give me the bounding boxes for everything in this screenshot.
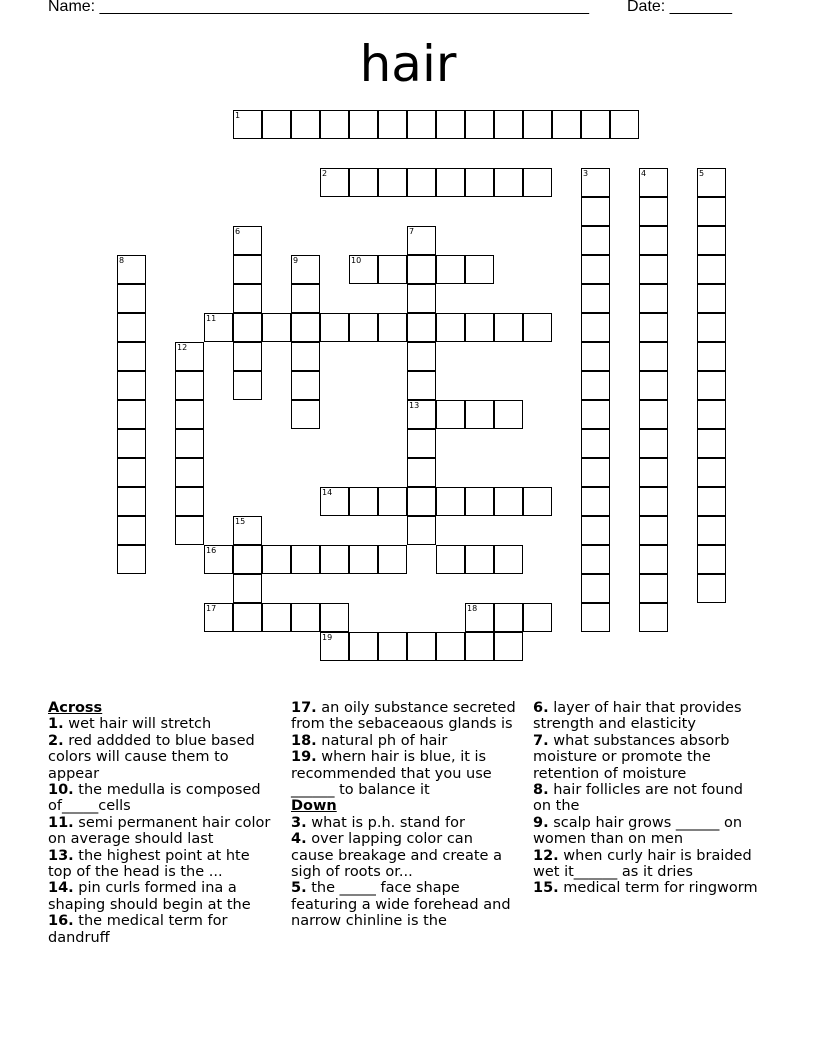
grid-cell[interactable] xyxy=(697,168,726,197)
grid-cell[interactable] xyxy=(494,603,523,632)
grid-cell[interactable] xyxy=(117,458,146,487)
grid-cell[interactable] xyxy=(639,197,668,226)
grid-cell[interactable] xyxy=(233,603,262,632)
grid-cell[interactable] xyxy=(465,313,494,342)
clue-text: natural ph of hair xyxy=(316,732,448,749)
grid-cell[interactable] xyxy=(407,400,436,429)
clue-text: the medulla is composed xyxy=(73,782,261,799)
clue-text: the highest point at hte xyxy=(73,847,250,864)
grid-cell[interactable] xyxy=(262,545,291,574)
clue-number: 3 xyxy=(583,169,589,178)
clue-continuation: ______ to balance it xyxy=(291,782,430,799)
clue-column-3 xyxy=(533,700,758,897)
clue-text: red addded to blue based xyxy=(63,732,255,749)
clue-line xyxy=(48,913,270,929)
clue-line xyxy=(533,815,758,831)
grid-cell[interactable] xyxy=(465,545,494,574)
clue-column-1 xyxy=(48,700,270,946)
grid-cell[interactable] xyxy=(436,632,465,661)
clue-text: what substances absorb xyxy=(548,732,730,749)
grid-cell[interactable] xyxy=(697,226,726,255)
clue-number-label: 8. xyxy=(533,782,549,799)
grid-cell[interactable] xyxy=(291,313,320,342)
date-line: Date: _______ xyxy=(627,0,732,15)
clue-number: 6 xyxy=(235,227,241,236)
grid-cell[interactable] xyxy=(291,284,320,313)
grid-cell[interactable] xyxy=(378,110,407,139)
grid-cell[interactable] xyxy=(581,226,610,255)
grid-cell[interactable] xyxy=(465,603,494,632)
grid-cell[interactable] xyxy=(639,516,668,545)
clue-text: medical term for ringworm xyxy=(558,880,758,897)
grid-cell[interactable] xyxy=(697,516,726,545)
clue-line xyxy=(291,831,516,847)
clue-line xyxy=(533,700,758,716)
grid-cell[interactable] xyxy=(639,603,668,632)
clue-line xyxy=(48,848,270,864)
grid-cell[interactable] xyxy=(117,255,146,284)
clue-line xyxy=(533,782,758,798)
grid-cell[interactable] xyxy=(697,458,726,487)
grid-cell[interactable] xyxy=(291,400,320,429)
grid-cell[interactable] xyxy=(349,110,378,139)
grid-cell[interactable] xyxy=(639,226,668,255)
grid-cell[interactable] xyxy=(349,487,378,516)
clue-continuation: narrow chinline is the xyxy=(291,913,447,930)
grid-cell[interactable] xyxy=(117,429,146,458)
grid-cell[interactable] xyxy=(436,487,465,516)
grid-cell[interactable] xyxy=(291,603,320,632)
grid-cell[interactable] xyxy=(581,516,610,545)
grid-cell[interactable] xyxy=(175,371,204,400)
grid-cell[interactable] xyxy=(436,545,465,574)
grid-cell[interactable] xyxy=(697,574,726,603)
grid-cell[interactable] xyxy=(320,110,349,139)
clue-line xyxy=(48,880,270,896)
grid-cell[interactable] xyxy=(233,226,262,255)
grid-cell[interactable] xyxy=(436,255,465,284)
grid-cell[interactable] xyxy=(233,284,262,313)
clue-number-label: 5. xyxy=(291,880,307,897)
grid-cell[interactable] xyxy=(639,255,668,284)
grid-cell[interactable] xyxy=(639,168,668,197)
clue-line xyxy=(291,880,516,896)
grid-cell[interactable] xyxy=(523,313,552,342)
grid-cell[interactable] xyxy=(407,226,436,255)
clue-number-label: 9. xyxy=(533,814,549,831)
clue-number: 11 xyxy=(206,314,217,323)
grid-cell[interactable] xyxy=(291,371,320,400)
clue-continuation: recommended that you use xyxy=(291,765,492,782)
clue-number: 19 xyxy=(322,633,333,642)
clue-line xyxy=(291,815,516,831)
clue-number-label: 3. xyxy=(291,814,307,831)
clue-continuation: colors will cause them to xyxy=(48,749,229,766)
grid-cell[interactable] xyxy=(175,429,204,458)
clue-number: 9 xyxy=(293,256,299,265)
grid-cell[interactable] xyxy=(523,168,552,197)
clue-number: 17 xyxy=(206,604,217,613)
clue-line xyxy=(48,782,270,798)
clue-number-label: 19. xyxy=(291,749,317,766)
grid-cell[interactable] xyxy=(581,284,610,313)
clue-line xyxy=(533,848,758,864)
grid-cell[interactable] xyxy=(436,313,465,342)
grid-cell[interactable] xyxy=(349,255,378,284)
grid-cell[interactable] xyxy=(697,371,726,400)
clue-number-label: 16. xyxy=(48,913,74,930)
grid-cell[interactable] xyxy=(117,371,146,400)
grid-cell[interactable] xyxy=(378,168,407,197)
grid-cell[interactable] xyxy=(117,516,146,545)
grid-cell[interactable] xyxy=(436,168,465,197)
grid-cell[interactable] xyxy=(494,487,523,516)
clue-continuation: shaping should begin at the xyxy=(48,896,251,913)
grid-cell[interactable] xyxy=(233,313,262,342)
clue-continuation: from the sebaceaous glands is xyxy=(291,716,513,733)
clue-number: 15 xyxy=(235,517,246,526)
clue-number: 16 xyxy=(206,546,217,555)
grid-cell[interactable] xyxy=(233,110,262,139)
grid-cell[interactable] xyxy=(233,342,262,371)
grid-cell[interactable] xyxy=(291,255,320,284)
grid-cell[interactable] xyxy=(523,110,552,139)
grid-cell[interactable] xyxy=(117,342,146,371)
clue-text: over lapping color can xyxy=(306,831,473,848)
grid-cell[interactable] xyxy=(465,168,494,197)
clue-text: wet hair will stretch xyxy=(63,716,212,733)
grid-cell[interactable] xyxy=(349,632,378,661)
puzzle-title: hair xyxy=(359,35,457,93)
grid-cell[interactable] xyxy=(639,371,668,400)
grid-cell[interactable] xyxy=(523,603,552,632)
grid-cell[interactable] xyxy=(697,284,726,313)
clue-text: what is p.h. stand for xyxy=(306,814,465,831)
grid-cell[interactable] xyxy=(233,255,262,284)
grid-cell[interactable] xyxy=(465,255,494,284)
grid-cell[interactable] xyxy=(117,400,146,429)
grid-cell[interactable] xyxy=(639,487,668,516)
grid-cell[interactable] xyxy=(320,632,349,661)
grid-cell[interactable] xyxy=(639,574,668,603)
grid-cell[interactable] xyxy=(697,313,726,342)
clue-number: 1 xyxy=(235,111,241,120)
grid-cell[interactable] xyxy=(697,342,726,371)
clue-continuation: cause breakage and create a xyxy=(291,847,502,864)
grid-cell[interactable] xyxy=(639,545,668,574)
grid-cell[interactable] xyxy=(233,574,262,603)
grid-cell[interactable] xyxy=(175,487,204,516)
grid-cell[interactable] xyxy=(320,603,349,632)
clue-continuation: retention of moisture xyxy=(533,765,687,782)
grid-cell[interactable] xyxy=(581,574,610,603)
clue-number: 18 xyxy=(467,604,478,613)
clue-continuation: moisture or promote the xyxy=(533,749,711,766)
clue-continuation: dandruff xyxy=(48,929,110,946)
clue-number-label: 10. xyxy=(48,782,74,799)
clue-number: 7 xyxy=(409,227,415,236)
clue-text: semi permanent hair color xyxy=(73,814,271,831)
grid-cell[interactable] xyxy=(407,371,436,400)
clue-number-label: 15. xyxy=(533,880,559,897)
clue-number-label: 1. xyxy=(48,716,64,733)
grid-cell[interactable] xyxy=(117,487,146,516)
grid-cell[interactable] xyxy=(117,545,146,574)
grid-cell[interactable] xyxy=(349,545,378,574)
grid-cell[interactable] xyxy=(349,168,378,197)
grid-cell[interactable] xyxy=(291,342,320,371)
clue-number: 12 xyxy=(177,343,188,352)
grid-cell[interactable] xyxy=(581,342,610,371)
grid-cell[interactable] xyxy=(697,197,726,226)
clue-number: 2 xyxy=(322,169,328,178)
grid-cell[interactable] xyxy=(378,255,407,284)
grid-cell[interactable] xyxy=(407,487,436,516)
grid-cell[interactable] xyxy=(407,168,436,197)
clue-number-label: 18. xyxy=(291,732,317,749)
clue-number: 4 xyxy=(641,169,647,178)
clue-continuation: of_____cells xyxy=(48,798,131,815)
clue-line xyxy=(48,716,270,732)
grid-cell[interactable] xyxy=(465,110,494,139)
clue-number-label: 2. xyxy=(48,732,64,749)
grid-cell[interactable] xyxy=(581,197,610,226)
clue-number-label: 14. xyxy=(48,880,74,897)
grid-cell[interactable] xyxy=(320,487,349,516)
grid-cell[interactable] xyxy=(378,545,407,574)
grid-cell[interactable] xyxy=(291,545,320,574)
clue-number: 8 xyxy=(119,256,125,265)
clue-column-2 xyxy=(291,700,516,930)
clue-line xyxy=(533,880,758,896)
clue-line xyxy=(533,733,758,749)
clue-text: the _____ face shape xyxy=(306,880,460,897)
clue-line xyxy=(291,749,516,765)
clue-continuation: on the xyxy=(533,798,580,815)
grid-cell[interactable] xyxy=(639,342,668,371)
grid-cell[interactable] xyxy=(204,313,233,342)
grid-cell[interactable] xyxy=(407,458,436,487)
clue-number-label: 12. xyxy=(533,847,559,864)
grid-cell[interactable] xyxy=(697,255,726,284)
grid-cell[interactable] xyxy=(204,545,233,574)
grid-cell[interactable] xyxy=(494,313,523,342)
grid-cell[interactable] xyxy=(175,400,204,429)
clue-continuation: strength and elasticity xyxy=(533,716,696,733)
clue-number: 10 xyxy=(351,256,362,265)
grid-cell[interactable] xyxy=(407,632,436,661)
grid-cell[interactable] xyxy=(465,632,494,661)
grid-cell[interactable] xyxy=(581,400,610,429)
grid-cell[interactable] xyxy=(581,545,610,574)
clue-text: pin curls formed ina a xyxy=(73,880,237,897)
grid-cell[interactable] xyxy=(581,168,610,197)
grid-cell[interactable] xyxy=(581,487,610,516)
grid-cell[interactable] xyxy=(233,545,262,574)
grid-cell[interactable] xyxy=(581,458,610,487)
clue-continuation: women than on men xyxy=(533,831,684,848)
grid-cell[interactable] xyxy=(291,110,320,139)
grid-cell[interactable] xyxy=(465,487,494,516)
grid-cell[interactable] xyxy=(494,110,523,139)
grid-cell[interactable] xyxy=(697,429,726,458)
grid-cell[interactable] xyxy=(581,255,610,284)
grid-cell[interactable] xyxy=(407,516,436,545)
grid-cell[interactable] xyxy=(378,487,407,516)
grid-cell[interactable] xyxy=(233,516,262,545)
clue-number-label: 17. xyxy=(291,700,317,716)
grid-cell[interactable] xyxy=(175,516,204,545)
clue-continuation: wet it______ as it dries xyxy=(533,864,693,881)
clue-text: hair follicles are not found xyxy=(548,782,744,799)
grid-cell[interactable] xyxy=(349,313,378,342)
grid-cell[interactable] xyxy=(639,429,668,458)
grid-cell[interactable] xyxy=(407,284,436,313)
grid-cell[interactable] xyxy=(436,110,465,139)
grid-cell[interactable] xyxy=(378,313,407,342)
grid-cell[interactable] xyxy=(581,110,610,139)
clue-continuation: top of the head is the ... xyxy=(48,864,223,881)
clue-text: when curly hair is braided xyxy=(558,847,752,864)
grid-cell[interactable] xyxy=(175,458,204,487)
clue-number: 14 xyxy=(322,488,333,497)
grid-cell[interactable] xyxy=(581,313,610,342)
grid-cell[interactable] xyxy=(320,168,349,197)
grid-cell[interactable] xyxy=(262,313,291,342)
grid-cell[interactable] xyxy=(262,110,291,139)
clue-line xyxy=(48,733,270,749)
grid-cell[interactable] xyxy=(320,313,349,342)
grid-cell[interactable] xyxy=(465,400,494,429)
clue-number-label: 4. xyxy=(291,831,307,848)
grid-cell[interactable] xyxy=(494,632,523,661)
grid-cell[interactable] xyxy=(697,545,726,574)
clue-number-label: 6. xyxy=(533,700,549,716)
grid-cell[interactable] xyxy=(117,284,146,313)
grid-cell[interactable] xyxy=(581,429,610,458)
grid-cell[interactable] xyxy=(407,313,436,342)
grid-cell[interactable] xyxy=(552,110,581,139)
grid-cell[interactable] xyxy=(639,400,668,429)
grid-cell[interactable] xyxy=(639,458,668,487)
section-heading: Down xyxy=(291,798,337,815)
clue-number-label: 11. xyxy=(48,814,74,831)
clue-line xyxy=(48,815,270,831)
clue-text: whern hair is blue, it is xyxy=(316,749,487,766)
section-heading: Across xyxy=(48,700,103,716)
clue-number-label: 13. xyxy=(48,847,74,864)
grid-cell[interactable] xyxy=(233,371,262,400)
grid-cell[interactable] xyxy=(262,603,291,632)
grid-cell[interactable] xyxy=(117,313,146,342)
clue-text: the medical term for xyxy=(73,913,228,930)
grid-cell[interactable] xyxy=(407,110,436,139)
grid-cell[interactable] xyxy=(610,110,639,139)
clue-continuation: featuring a wide forehead and xyxy=(291,896,511,913)
grid-cell[interactable] xyxy=(204,603,233,632)
grid-cell[interactable] xyxy=(378,632,407,661)
grid-cell[interactable] xyxy=(523,487,552,516)
clue-line xyxy=(291,733,516,749)
grid-cell[interactable] xyxy=(407,429,436,458)
clue-continuation: appear xyxy=(48,765,100,782)
grid-cell[interactable] xyxy=(407,342,436,371)
grid-cell[interactable] xyxy=(436,400,465,429)
grid-cell[interactable] xyxy=(581,603,610,632)
grid-cell[interactable] xyxy=(697,487,726,516)
grid-cell[interactable] xyxy=(639,284,668,313)
grid-cell[interactable] xyxy=(697,400,726,429)
name-line: Name: _______________________________________________________ xyxy=(48,0,589,15)
grid-cell[interactable] xyxy=(494,545,523,574)
grid-cell[interactable] xyxy=(639,313,668,342)
grid-cell[interactable] xyxy=(320,545,349,574)
grid-cell[interactable] xyxy=(175,342,204,371)
clue-text: an oily substance secreted xyxy=(316,700,516,716)
clue-number: 13 xyxy=(409,401,420,410)
clue-text: layer of hair that provides xyxy=(548,700,742,716)
grid-cell[interactable] xyxy=(581,371,610,400)
grid-cell[interactable] xyxy=(494,168,523,197)
grid-cell[interactable] xyxy=(407,255,436,284)
clue-line xyxy=(291,700,516,716)
grid-cell[interactable] xyxy=(494,400,523,429)
clue-continuation: sigh of roots or... xyxy=(291,864,413,881)
clue-number: 5 xyxy=(699,169,705,178)
clue-text: scalp hair grows ______ on xyxy=(548,814,743,831)
clue-continuation: on average should last xyxy=(48,831,214,848)
clue-number-label: 7. xyxy=(533,732,549,749)
